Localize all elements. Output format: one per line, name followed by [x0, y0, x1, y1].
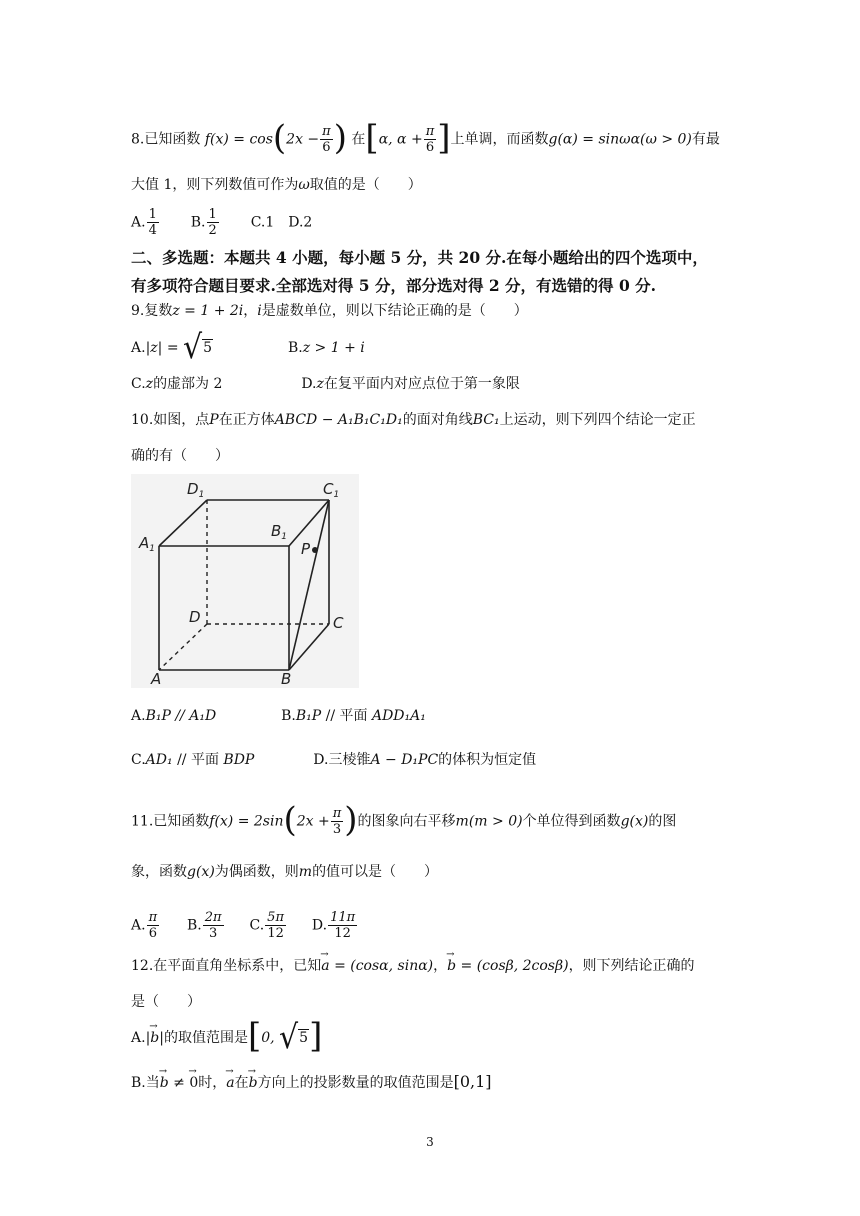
- q10-opt-a: B₁P // A₁D: [145, 708, 217, 724]
- q12-b-def: = (cosβ, 2cosβ): [456, 958, 569, 974]
- q10-cube: ABCD − A₁B₁C₁D₁: [274, 412, 403, 428]
- q10-options-cd: C.AD₁ // 平面 BDP D.三棱锥A − D₁PC的体积为恒定值: [131, 752, 537, 768]
- q10-opt-d: 的体积为恒定值: [438, 752, 537, 768]
- q12-a-def: = (cosα, sinα): [329, 958, 434, 974]
- q8-g-def: g(α) = sinωα(ω > 0): [548, 131, 692, 148]
- q10-options-ab: A.B₁P // A₁D B.B₁P // 平面 ADD₁A₁: [131, 708, 426, 724]
- section2-line2: 有多项符合题目要求.全部选对得 5 分，部分选对得 2 分，有选错的得 0 分.: [131, 276, 657, 295]
- q8-stem-line1: [131, 117, 720, 158]
- paren-open: (: [272, 117, 287, 158]
- label-d: D: [189, 608, 201, 626]
- q8-f-def: f(x) = cos: [204, 131, 273, 148]
- q12-stem-line1: 12.在平面直角坐标系中，已知→ a = (cosα, sinα)，→ b = (cosβ, 2cosβ)，则下列结论正确的: [131, 956, 695, 976]
- q11-stem-line1: 11.已知函数f(x) = 2sin(2x + $\frac{\pi}{3}$ )的图象向右平移m(m > 0)个单位得到函数g(x)的图: [131, 799, 677, 840]
- q8-text: 8.已知函数: [131, 131, 201, 148]
- q9-opt-c: 的虚部为 2: [153, 376, 223, 392]
- point-p: [312, 547, 318, 553]
- q8-tail: 有最: [691, 131, 720, 148]
- q8-line2-tail: 取值的是（ ）: [309, 177, 422, 193]
- q8-opt-a-frac: $\frac{1}{4}$: [148, 207, 157, 238]
- q8-pi-over-6-b: $\frac{\pi}{6}$: [425, 124, 435, 155]
- label-p: P: [301, 540, 311, 558]
- q11-opt-b: $\frac{2\pi}{3}$: [204, 910, 222, 941]
- q12-opt-a: A.|→ b|的取值范围是[0, √5]: [131, 1028, 322, 1048]
- label-b: B: [281, 670, 292, 688]
- q9-opt-d: 在复平面内对应点位于第一象限: [323, 376, 520, 392]
- q11-pi-over-3: $\frac{\pi}{3}$: [332, 806, 342, 837]
- q11-opt-a: $\frac{\pi}{6}$: [148, 910, 158, 941]
- hidden-edge-d-a: [159, 624, 207, 670]
- label-c: C: [333, 614, 344, 632]
- q9-opt-b: z > 1 + i: [302, 340, 365, 356]
- q8-mono: 上单调，而函数: [450, 131, 549, 148]
- diagonal-bc1: [289, 500, 329, 670]
- bracket-close: ]: [437, 117, 451, 158]
- q12-opt-b: B.当→ b ≠ → 0时，→ a在→ b方向上的投影数量的取值范围是[0,1]: [131, 1072, 492, 1093]
- q9-z-def: z = 1 + 2i: [172, 303, 244, 319]
- q9-options-cd: C.z的虚部为 2 D.z在复平面内对应点位于第一象限: [131, 376, 520, 392]
- label-b1: $B_1$: [271, 522, 288, 542]
- label-c1: $C_1$: [323, 480, 340, 500]
- q8-opt-cd: C.1 D.2: [250, 214, 313, 231]
- q8-line2: 大值 1，则下列数值可作为: [131, 177, 299, 193]
- q12-stem-line2: 是（ ）: [131, 994, 201, 1010]
- q11-f-def: f(x) = 2sin: [209, 813, 284, 830]
- q8-interval: α, α +: [378, 131, 423, 148]
- q11-opt-c: $\frac{5\pi}{12}$: [267, 910, 284, 941]
- q8-in: 在: [351, 131, 366, 148]
- q10-opt-c: BDP: [223, 752, 255, 768]
- q9-opt-a: |z| =: [145, 340, 184, 356]
- q10-stem-line1: 10.如图，点P在正方体ABCD − A₁B₁C₁D₁的面对角线BC₁上运动，则下列四个结论一定正: [131, 412, 696, 428]
- cube-figure: [131, 474, 359, 688]
- q8-opt-b-frac: $\frac{1}{2}$: [208, 207, 217, 238]
- q9-stem: 9.复数z = 1 + 2i，i是虚数单位，则以下结论正确的是（ ）: [131, 303, 528, 319]
- label-a: A: [151, 670, 162, 688]
- q8-opt-a: A.: [131, 214, 146, 231]
- label-d1: $D_1$: [187, 480, 205, 500]
- edge-a1-d1: [159, 500, 207, 546]
- paren-close: ): [333, 117, 347, 158]
- q8-stem-line2: [131, 175, 422, 195]
- q11-stem-line2: 象，函数g(x)为偶函数，则m的值可以是（ ）: [131, 864, 439, 880]
- q8-pi-over-6: $\frac{\pi}{6}$: [322, 124, 331, 155]
- page-number: 3: [426, 1135, 434, 1149]
- q8-options: [131, 207, 312, 238]
- bracket-open: [: [365, 117, 379, 158]
- q11-opt-d: $\frac{11\pi}{12}$: [330, 910, 356, 941]
- q10-opt-b: ADD₁A₁: [371, 708, 426, 724]
- section2-line1: 二、多选题：本题共 4 小题，每小题 5 分，共 20 分.在每小题给出的四个选项中，: [131, 248, 708, 267]
- label-a1: $A_1$: [139, 534, 155, 554]
- q8-arg: 2x −: [286, 131, 320, 148]
- cube-diagram: [131, 474, 359, 688]
- q10-stem-line2: 确的有（ ）: [131, 448, 229, 464]
- q8-omega: ω: [298, 177, 310, 193]
- q11-options: A. $\frac{\pi}{6}$ B. $\frac{2\pi}{3}$ C. $\frac{5\pi}{12}$ D. $\frac{11\pi}{12}$: [131, 910, 356, 941]
- q8-opt-b: B.: [190, 214, 206, 231]
- q9-options-ab: A.|z| = √5 B.z > 1 + i: [131, 328, 365, 367]
